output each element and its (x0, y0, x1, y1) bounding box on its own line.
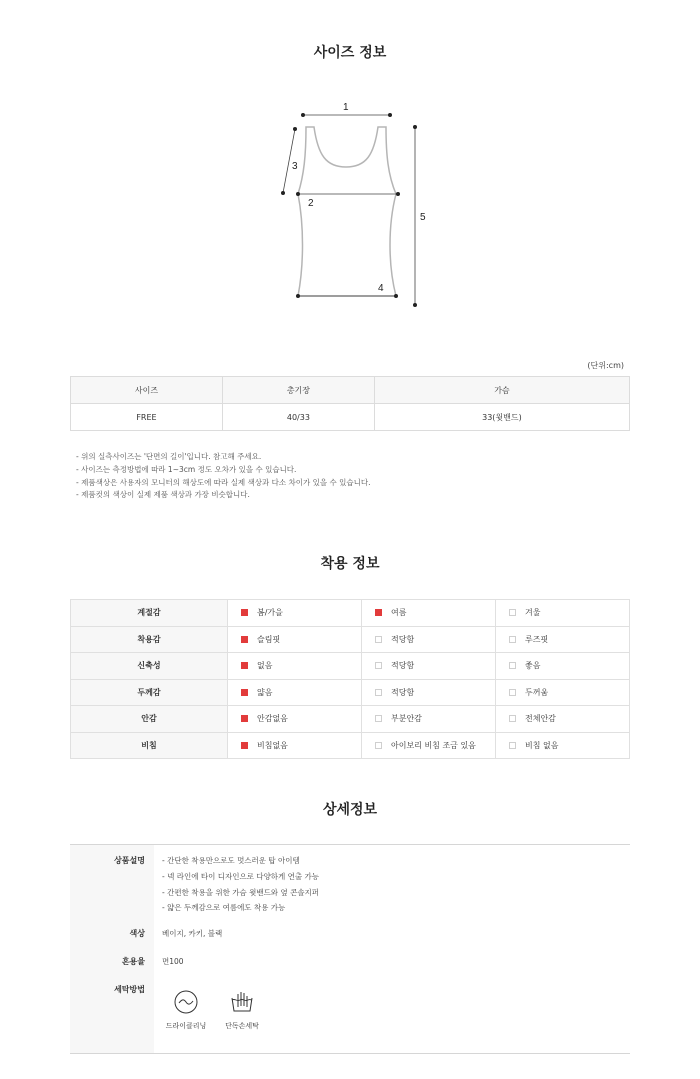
material-label: 혼용율 (121, 957, 145, 966)
unit-label: (단위:cm) (587, 361, 624, 370)
fit-option-label: 루즈핏 (525, 634, 549, 644)
dry-clean-icon (173, 989, 199, 1015)
detail-info-box (70, 844, 630, 1054)
washing-method-hand-wash (212, 989, 272, 1031)
fit-option-label: 얇음 (257, 687, 273, 697)
fit-option (362, 732, 496, 759)
checked-box-icon (241, 715, 248, 722)
detail-label-column (70, 845, 154, 1053)
fit-option (496, 600, 630, 627)
fit-option (228, 706, 362, 733)
fit-option-label: 슬림핏 (257, 634, 281, 644)
checked-box-icon (375, 609, 382, 616)
unchecked-box-icon (375, 715, 382, 722)
table-row (71, 706, 630, 733)
checked-box-icon (241, 609, 248, 616)
detail-info-title: 상세정보 (322, 802, 378, 818)
fit-option-label: 좋음 (525, 661, 541, 671)
garment-measurement-diagram (270, 95, 440, 320)
unchecked-box-icon (509, 636, 516, 643)
fit-info-title: 착용 정보 (320, 556, 380, 572)
fit-row-label: 계절감 (71, 600, 228, 627)
fit-option (496, 679, 630, 706)
fit-option-label: 전체안감 (525, 714, 556, 724)
unchecked-box-icon (509, 715, 516, 722)
table-row (71, 732, 630, 759)
fit-option-label: 봄/가을 (257, 608, 283, 618)
unchecked-box-icon (509, 689, 516, 696)
fit-option-label: 겨울 (525, 608, 541, 618)
diagram-label-5: 5 (420, 212, 426, 223)
unchecked-box-icon (375, 742, 382, 749)
fit-option (362, 679, 496, 706)
fit-option-label: 두꺼움 (525, 687, 549, 697)
description-line: - 간단한 착용만으로도 멋스러운 탑 아이템 (162, 856, 300, 865)
length-cell: 40/33 (222, 404, 374, 431)
fit-row-label: 신축성 (71, 653, 228, 680)
diagram-label-2: 2 (308, 198, 314, 209)
note-item: - 사이즈는 측정방법에 따라 1~3cm 정도 오차가 있을 수 있습니다. (76, 464, 297, 474)
washing-method-label: 드라이클리닝 (165, 1022, 207, 1030)
checked-box-icon (241, 689, 248, 696)
unchecked-box-icon (509, 662, 516, 669)
checked-box-icon (241, 636, 248, 643)
note-item: - 제품색상은 사용자의 모니터의 해상도에 따라 실제 색상과 다소 차이가 있을 수 있습니다. (76, 477, 371, 487)
fit-option-label: 아이보리 비침 조금 있음 (391, 740, 476, 750)
fit-option-label: 비침없음 (257, 740, 288, 750)
fit-option-label: 부분안감 (391, 714, 422, 724)
fit-option (496, 732, 630, 759)
size-notes (76, 451, 371, 502)
note-item: - 제품컷의 색상이 실제 제품 색상과 가장 비슷합니다. (76, 490, 250, 500)
fit-option (228, 679, 362, 706)
description-line: - 간편한 착용을 위한 가슴 윗밴드와 옆 콘솔지퍼 (162, 888, 320, 897)
unchecked-box-icon (509, 609, 516, 616)
table-row (71, 679, 630, 706)
unchecked-box-icon (509, 742, 516, 749)
fit-row-label: 두께감 (71, 679, 228, 706)
hand-wash-icon (229, 989, 255, 1015)
washing-method-label: 단독손세탁 (225, 1022, 259, 1030)
fit-row-label: 착용감 (71, 626, 228, 653)
unchecked-box-icon (375, 689, 382, 696)
length-column-header: 총기장 (222, 377, 374, 404)
fit-option-label: 적당함 (391, 687, 415, 697)
fit-option (496, 626, 630, 653)
fit-option (228, 600, 362, 627)
table-row (71, 600, 630, 627)
description-line: - 넥 라인에 타이 디자인으로 다양하게 연출 가능 (162, 872, 320, 881)
fit-option (362, 626, 496, 653)
washing-method-dry-clean (156, 989, 216, 1031)
fit-option (228, 626, 362, 653)
description-label: 상품설명 (114, 856, 145, 865)
size-column-header: 사이즈 (71, 377, 223, 404)
chest-cell: 33(윗밴드) (374, 404, 629, 431)
diagram-label-4: 4 (378, 283, 384, 294)
fit-table (70, 599, 630, 759)
fit-option-label: 여름 (391, 608, 407, 618)
fit-option (362, 706, 496, 733)
unchecked-box-icon (375, 662, 382, 669)
fit-option (228, 653, 362, 680)
fit-option (496, 706, 630, 733)
chest-column-header: 가슴 (374, 377, 629, 404)
note-item: - 위의 실측사이즈는 '단면의 길이'입니다. 참고해 주세요. (76, 452, 262, 461)
fit-option (362, 600, 496, 627)
table-row (71, 404, 630, 431)
size-table-header (71, 377, 630, 404)
fit-option-label: 적당함 (391, 661, 415, 671)
diagram-label-3: 3 (292, 161, 298, 172)
checked-box-icon (241, 742, 248, 749)
color-label: 색상 (129, 929, 145, 938)
fit-option (496, 653, 630, 680)
size-table (70, 376, 630, 431)
description-line: - 얇은 두께감으로 여름에도 착용 가능 (162, 903, 286, 912)
unchecked-box-icon (375, 636, 382, 643)
table-row (71, 626, 630, 653)
fit-option (228, 732, 362, 759)
fit-row-label: 안감 (71, 706, 228, 733)
diagram-label-1: 1 (343, 102, 349, 113)
fit-row-label: 비침 (71, 732, 228, 759)
washing-label: 세탁방법 (114, 985, 145, 994)
size-cell: FREE (71, 404, 223, 431)
table-row (71, 653, 630, 680)
material-value: 면100 (162, 957, 184, 966)
fit-option-label: 안감없음 (257, 714, 288, 724)
fit-option-label: 적당함 (391, 634, 415, 644)
fit-option-label: 비침 없음 (525, 740, 559, 750)
color-value: 베이지, 카키, 블랙 (162, 929, 223, 938)
fit-option (362, 653, 496, 680)
size-info-title: 사이즈 정보 (313, 45, 387, 61)
checked-box-icon (241, 662, 248, 669)
fit-option-label: 없음 (257, 661, 273, 671)
